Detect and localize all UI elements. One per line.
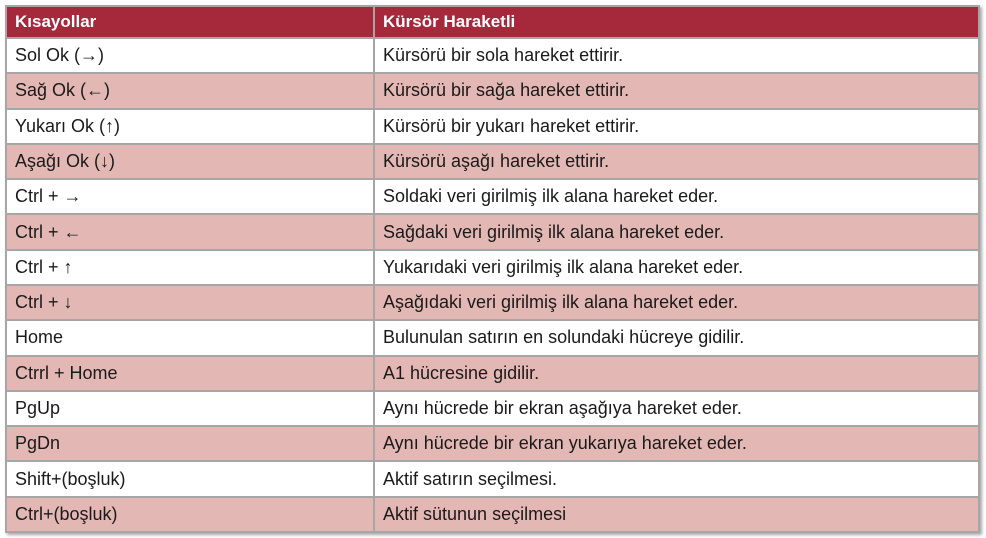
- shortcut-cell: Ctrl + ↑: [7, 251, 373, 284]
- description-cell: Kürsörü bir sola hareket ettirir.: [375, 39, 978, 72]
- shortcut-cell: Ctrl + →: [7, 180, 373, 213]
- description-cell: Yukarıdaki veri girilmiş ilk alana hareket eder.: [375, 251, 978, 284]
- shortcut-cell: Sol Ok (→): [7, 39, 373, 72]
- description-cell: Kürsörü aşağı hareket ettirir.: [375, 145, 978, 178]
- description-cell: Aktif sütunun seçilmesi: [375, 498, 978, 531]
- description-cell: Kürsörü bir sağa hareket ettirir.: [375, 74, 978, 107]
- description-cell: Kürsörü bir yukarı hareket ettirir.: [375, 110, 978, 143]
- table-row: [7, 286, 978, 319]
- description-cell: Sağdaki veri girilmiş ilk alana hareket eder.: [375, 215, 978, 248]
- shortcut-cell: Ctrrl + Home: [7, 357, 373, 390]
- shortcut-cell: Yukarı Ok (↑): [7, 110, 373, 143]
- table-header-row: [7, 7, 978, 37]
- shortcut-cell: Sağ Ok (←): [7, 74, 373, 107]
- description-cell: Aynı hücrede bir ekran yukarıya hareket eder.: [375, 427, 978, 460]
- table-row: [7, 251, 978, 284]
- table-row: [7, 110, 978, 143]
- shortcut-cell: PgDn: [7, 427, 373, 460]
- table-row: [7, 145, 978, 178]
- description-cell: Aşağıdaki veri girilmiş ilk alana hareket eder.: [375, 286, 978, 319]
- shortcut-cell: PgUp: [7, 392, 373, 425]
- table-row: [7, 74, 978, 107]
- table-row: [7, 498, 978, 531]
- shortcut-cell: Shift+(boşluk): [7, 462, 373, 495]
- table-row: [7, 427, 978, 460]
- shortcut-cell: Aşağı Ok (↓): [7, 145, 373, 178]
- table-row: [7, 357, 978, 390]
- shortcuts-table-container: [5, 5, 980, 533]
- description-cell: Soldaki veri girilmiş ilk alana hareket eder.: [375, 180, 978, 213]
- description-cell: A1 hücresine gidilir.: [375, 357, 978, 390]
- shortcut-cell: Ctrl + ↓: [7, 286, 373, 319]
- table-row: [7, 321, 978, 354]
- description-cell: Aynı hücrede bir ekran aşağıya hareket eder.: [375, 392, 978, 425]
- table-row: [7, 180, 978, 213]
- column-header-shortcuts: Kısayollar: [7, 7, 373, 37]
- shortcuts-table: [5, 5, 980, 533]
- table-row: [7, 215, 978, 248]
- table-row: [7, 392, 978, 425]
- description-cell: Aktif satırın seçilmesi.: [375, 462, 978, 495]
- column-header-cursor-movement: Kürsör Haraketli: [375, 7, 978, 37]
- shortcut-cell: Ctrl+(boşluk): [7, 498, 373, 531]
- shortcut-cell: Ctrl + ←: [7, 215, 373, 248]
- description-cell: Bulunulan satırın en solundaki hücreye gidilir.: [375, 321, 978, 354]
- shortcut-cell: Home: [7, 321, 373, 354]
- table-row: [7, 462, 978, 495]
- table-row: [7, 39, 978, 72]
